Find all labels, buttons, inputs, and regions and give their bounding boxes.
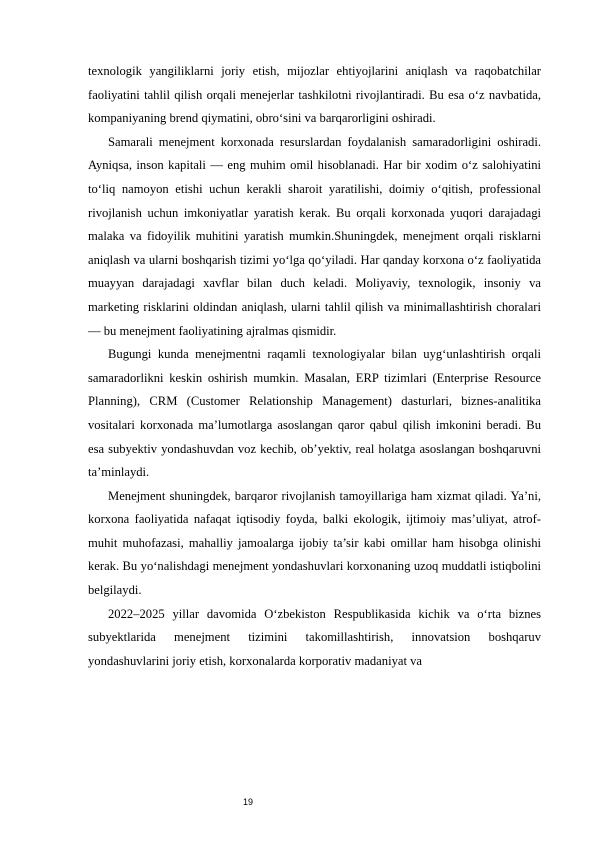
paragraph-4: Menejment shuningdek, barqaror rivojlanish tamoyillariga ham xizmat qiladi. Ya’ni, korxona faoliyatida nafaqat iqtisodiy foyda, balki ekologik, ijtimoiy mas’uliyat, atrof-muhit muhofazasi, mahalliy jamoalarga ijobiy ta’sir kabi omillar ham hisobga olinishi kerak. Bu yo‘nalishdagi menejment yondashuvlari korxonaning uzoq muddatli istiqbolini belgilaydi. <box>88 488 541 598</box>
body-text <box>88 60 541 673</box>
paragraph-2: Samarali menejment korxonada resurslardan foydalanish samaradorligini oshiradi. Ayniqsa, inson kapitali — eng muhim omil hisoblanadi. Har bir xodim o‘z salohiyatini to‘liq namoyon etishi uchun kerakli sharoit yaratilishi, doimiy o‘qitish, professional rivojlanish uchun imkoniyatlar yaratish kerak. Bu orqali korxonada yuqori darajadagi malaka va fidoyilik muhitini yaratish mumkin.Shuningdek, menejment orqali risklarni aniqlash va ularni boshqarish tizimi yo‘lga qo‘yiladi. Har qanday korxona o‘z faoliyatida muayyan darajadagi xavflar bilan duch keladi. Moliyaviy, texnologik, insoniy va marketing risklarini oldindan aniqlash, ularni tahlil qilish va minimallashtirish choralari — bu menejment faoliyatining ajralmas qismidir. <box>88 134 541 338</box>
page-number: 19 <box>242 797 253 807</box>
paragraph-3: Bugungi kunda menejmentni raqamli texnologiyalar bilan uyg‘unlashtirish orqali samaradorlikni keskin oshirish mumkin. Masalan, ERP tizimlari (Enterprise Resource Planning), CRM (Customer Relationship Management) dasturlari, biznes-analitika vositalari korxonada ma’lumotlarga asoslangan qaror qabul qilish imkonini beradi. Bu esa subyektiv yondashuvdan voz kechib, ob’yektiv, real holatga asoslangan boshqaruvni ta’minlaydi. <box>88 347 541 480</box>
paragraph-1: texnologik yangiliklarni joriy etish, mijozlar ehtiyojlarini aniqlash va raqobatchilar faoliyatini tahlil qilish orqali menejerlar tashkilotni rivojlantiradi. Bu esa o‘z navbatida, kompaniyaning brend qiymatini, obro‘sini va barqarorligini oshiradi. <box>88 64 541 126</box>
paragraph-5: 2022–2025 yillar davomida O‘zbekiston Respublikasida kichik va o‘rta biznes subyektlarida menejment tizimini takomillashtirish, innovatsion boshqaruv yondashuvlarini joriy etish, korxonalarda korporativ madaniyat va <box>88 606 541 668</box>
